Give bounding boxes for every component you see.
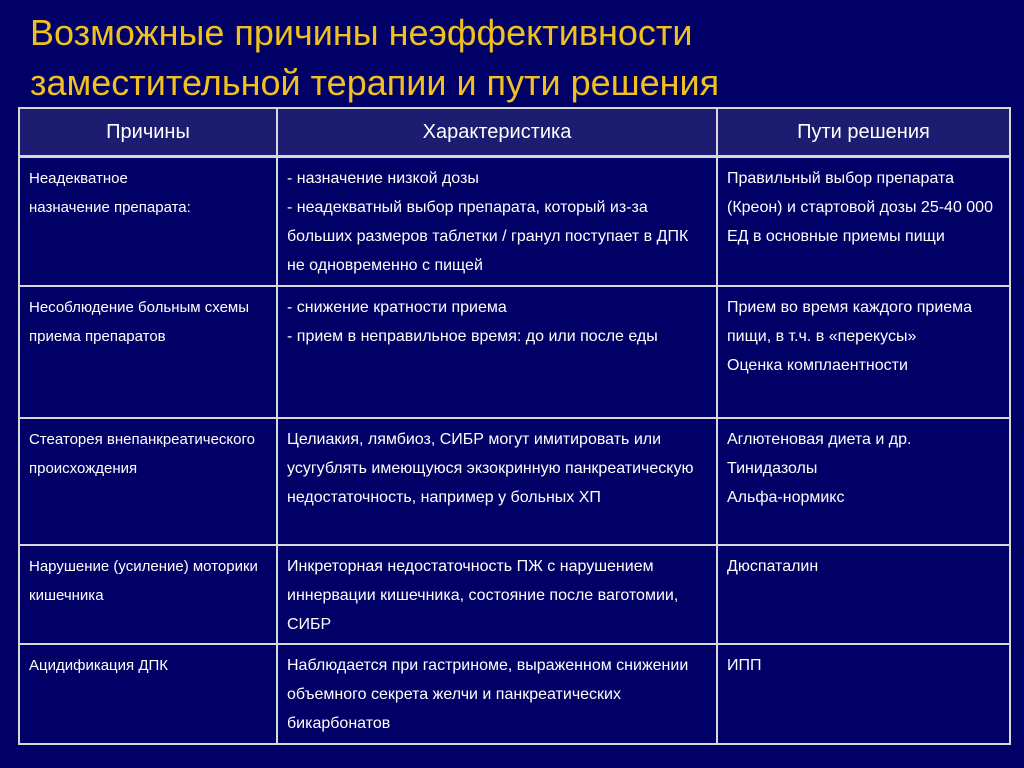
solution-cell <box>717 286 1010 418</box>
solution-text: Аглютеновая диета и др. <box>727 431 912 448</box>
solution-cell <box>717 545 1010 644</box>
solution-text: Оценка комплаентности <box>727 357 908 374</box>
solution-cell <box>717 418 1010 545</box>
solution-text: ИПП <box>727 657 762 674</box>
table-row <box>19 545 1010 644</box>
causes-table <box>18 107 1011 745</box>
characteristic-text: Целиакия, лямбиоз, СИБР могут имитировать или усугублять имеющуюся экзокринную панкреатическую недостаточность, например у больных ХП <box>287 431 694 506</box>
characteristic-text: Наблюдается при гастриноме, выраженном снижении объемного секрета желчи и панкреатических бикарбонатов <box>287 657 689 732</box>
solution-text: Альфа-нормикс <box>727 489 845 506</box>
cause-text: Неадекватное <box>29 170 128 187</box>
solution-cell <box>717 157 1010 287</box>
solution-text: Правильный выбор препарата (Креон) и стартовой дозы 25-40 000 ЕД в основные приемы пищи <box>727 170 993 245</box>
slide-title-line-2: заместительной терапии и пути решения <box>30 62 720 103</box>
table-header-row <box>19 108 1010 157</box>
characteristic-cell <box>277 286 717 418</box>
characteristic-cell <box>277 418 717 545</box>
characteristic-cell <box>277 545 717 644</box>
cause-text: Нарушение (усиление) моторики кишечника <box>29 558 258 604</box>
cause-cell <box>19 418 277 545</box>
cause-cell <box>19 157 277 287</box>
table-row <box>19 418 1010 545</box>
cause-text: назначение препарата: <box>29 199 191 216</box>
table-row <box>19 644 1010 744</box>
characteristic-text: - прием в неправильное время: до или после еды <box>287 328 658 345</box>
cause-text: Несоблюдение больным схемы приема препаратов <box>29 299 250 345</box>
table-row <box>19 286 1010 418</box>
cause-cell <box>19 644 277 744</box>
cause-text: Стеаторея внепанкреатического происхождения <box>29 431 255 477</box>
characteristic-cell <box>277 644 717 744</box>
cause-cell <box>19 286 277 418</box>
characteristic-text: - неадекватный выбор препарата, который из-за больших размеров таблетки / гранул поступает в ДПК не одновременно с пищей <box>287 199 689 274</box>
cause-cell <box>19 545 277 644</box>
solution-text: Тинидазолы <box>727 460 818 477</box>
slide-title <box>30 8 1010 108</box>
characteristic-text: - снижение кратности приема <box>287 299 507 316</box>
solution-text: Прием во время каждого приема пищи, в т.ч. в «перекусы» <box>727 299 973 345</box>
cause-text: Ацидификация ДПК <box>29 657 168 674</box>
causes-table-container <box>18 107 1011 736</box>
table-row <box>19 157 1010 287</box>
header-causes: Причины <box>19 108 277 157</box>
header-characteristics: Характеристика <box>277 108 717 157</box>
solution-cell <box>717 644 1010 744</box>
characteristic-text: - назначение низкой дозы <box>287 170 479 187</box>
slide-title-line-1: Возможные причины неэффективности <box>30 12 693 53</box>
solution-text: Дюспаталин <box>727 558 819 575</box>
characteristic-text: Инкреторная недостаточность ПЖ с нарушением иннервации кишечника, состояние после ваготомии, СИБР <box>287 558 679 633</box>
characteristic-cell <box>277 157 717 287</box>
header-solutions: Пути решения <box>717 108 1010 157</box>
